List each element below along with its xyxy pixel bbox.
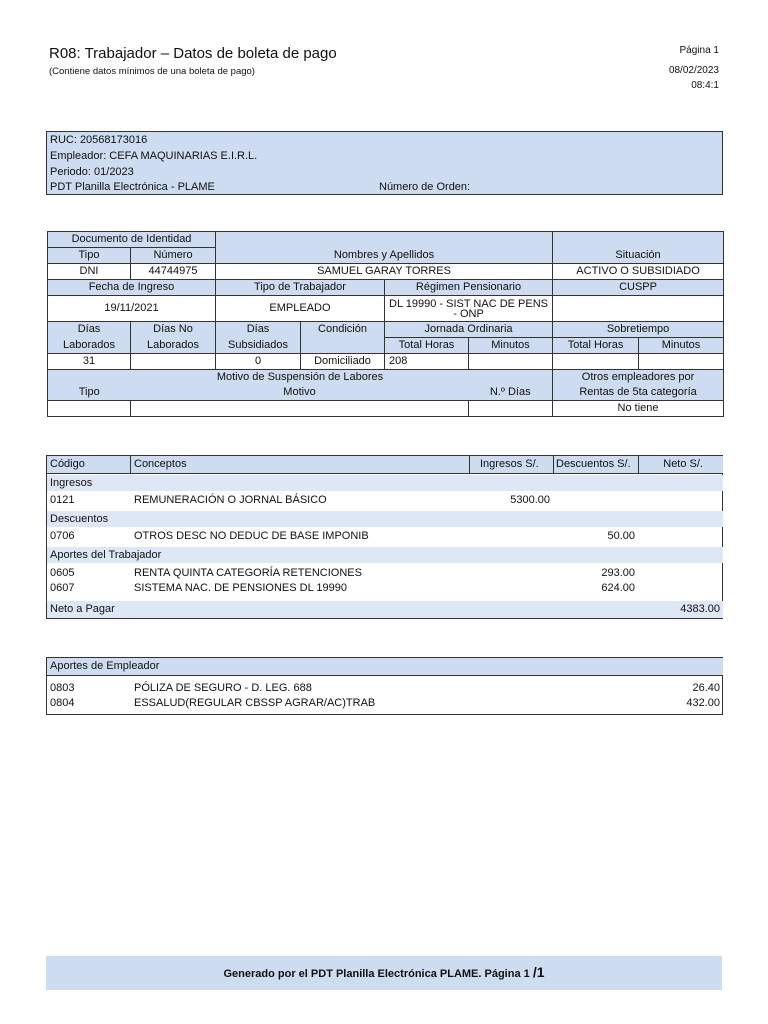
net-pay-label: Neto a Pagar <box>50 603 115 615</box>
employer-contrib-title: Aportes de Empleador <box>50 660 160 672</box>
days-worked-value: 31 <box>48 354 131 370</box>
report-subtitle: (Contiene datos mínimos de una boleta de pago) <box>49 66 255 77</box>
suspension-days-value <box>469 401 553 417</box>
situation-header: Situación <box>553 232 724 264</box>
period-line: Periodo: 01/2023 <box>50 166 134 178</box>
concept-code: 0605 <box>50 567 75 579</box>
report-title: R08: Trabajador – Datos de boleta de pago <box>49 45 337 62</box>
concept-name: SISTEMA NAC. DE PENSIONES DL 19990 <box>134 582 347 594</box>
other-employers-header-2: Rentas de 5ta categoría <box>553 385 724 401</box>
concept-row <box>47 528 723 544</box>
col-code-header: Código <box>50 458 85 470</box>
section-discounts-label: Descuentos <box>50 513 109 525</box>
concept-row <box>47 565 723 581</box>
col-discounts-header: Descuentos S/. <box>556 458 631 470</box>
ruc-line: RUC: 20568173016 <box>50 134 148 146</box>
hire-date-header: Fecha de Ingreso <box>48 280 216 296</box>
section-income-label: Ingresos <box>50 477 93 489</box>
other-employers-header-1: Otros empleadores por <box>553 370 724 386</box>
ordinary-minutes-value <box>469 354 553 370</box>
net-pay-value: 4383.00 <box>680 603 720 615</box>
days-worked-header-1: Días <box>48 322 131 338</box>
days-not-worked-header-2: Laborados <box>131 338 216 354</box>
contrib-row <box>47 680 723 696</box>
footer-banner <box>46 956 722 990</box>
ordinary-minutes-header: Minutos <box>469 338 553 354</box>
names-header: Nombres y Apellidos <box>216 232 553 264</box>
suspension-reason-header: Motivo de Suspensión de Labores <box>48 370 553 386</box>
worker-details-table <box>47 231 724 417</box>
overtime-hours-value <box>553 354 639 370</box>
concept-row <box>47 580 723 596</box>
other-employers-value: No tiene <box>553 401 724 417</box>
ordinary-hours-header: Jornada Ordinaria <box>385 322 553 338</box>
col-net-header: Neto S/. <box>663 458 703 470</box>
contrib-value: 26.40 <box>692 682 720 694</box>
ordinary-hours-value: 208 <box>385 354 469 370</box>
condition-header: Condición <box>301 322 385 354</box>
section-discounts <box>47 511 723 527</box>
footer-text: Generado por el PDT Planilla Electrónica PLAME. Página 1 <box>223 968 530 980</box>
doc-number-header: Número <box>131 248 216 264</box>
overtime-minutes-value <box>639 354 724 370</box>
concept-code: 0607 <box>50 582 75 594</box>
footer-page-total: /1 <box>532 964 545 980</box>
overtime-total-hours-header: Total Horas <box>553 338 639 354</box>
concept-name: REMUNERACIÓN O JORNAL BÁSICO <box>134 494 327 506</box>
worker-name-value: SAMUEL GARAY TORRES <box>216 264 553 280</box>
contrib-code: 0804 <box>50 697 75 709</box>
cuspp-header: CUSPP <box>553 280 724 296</box>
section-worker-contrib-label: Aportes del Trabajador <box>50 549 162 561</box>
pension-regime-value: DL 19990 - SIST NAC DE PENS - ONP <box>385 296 553 322</box>
suspension-type-header: Tipo <box>48 385 131 401</box>
pension-regime-header: Régimen Pensionario <box>385 280 553 296</box>
overtime-header: Sobretiempo <box>553 322 724 338</box>
doc-type-header: Tipo <box>48 248 131 264</box>
contrib-row <box>47 695 723 711</box>
days-not-worked-header-1: Días No <box>131 322 216 338</box>
worker-type-value: EMPLEADO <box>216 296 385 322</box>
concept-discount: 624.00 <box>601 582 635 594</box>
contrib-value: 432.00 <box>686 697 720 709</box>
contrib-name: PÓLIZA DE SEGURO - D. LEG. 688 <box>134 682 312 694</box>
suspension-days-header: N.º Días <box>469 385 553 401</box>
concept-name: RENTA QUINTA CATEGORÍA RETENCIONES <box>134 567 362 579</box>
days-subsidized-header-2: Subsidiados <box>216 338 301 354</box>
concepts-header-row <box>47 456 723 474</box>
contrib-name: ESSALUD(REGULAR CBSSP AGRAR/AC)TRAB <box>134 697 376 709</box>
concept-discount: 293.00 <box>601 567 635 579</box>
report-date: 08/02/2023 <box>668 65 719 76</box>
concept-code: 0121 <box>50 494 75 506</box>
pdt-line: PDT Planilla Electrónica - PLAME <box>50 181 215 193</box>
worker-type-header: Tipo de Trabajador <box>216 280 385 296</box>
concept-income: 5300.00 <box>510 494 550 506</box>
suspension-type-value <box>48 401 131 417</box>
col-income-header: Ingresos S/. <box>480 458 539 470</box>
suspension-motive-header: Motivo <box>131 385 469 401</box>
days-subsidized-header-1: Días <box>216 322 301 338</box>
concept-name: OTROS DESC NO DEDUC DE BASE IMPONIB <box>134 530 369 542</box>
doc-type-value: DNI <box>48 264 131 280</box>
employer-line: Empleador: CEFA MAQUINARIAS E.I.R.L. <box>50 150 258 162</box>
employer-info-box <box>46 131 723 195</box>
report-time: 08:4:1 <box>691 80 719 91</box>
ordinary-total-hours-header: Total Horas <box>385 338 469 354</box>
condition-value: Domiciliado <box>301 354 385 370</box>
doc-identity-header: Documento de Identidad <box>48 232 216 248</box>
concept-row <box>47 492 723 508</box>
section-worker-contrib <box>47 547 723 563</box>
hire-date-value: 19/11/2021 <box>48 296 216 322</box>
concept-discount: 50.00 <box>607 530 635 542</box>
net-pay-row <box>47 601 723 618</box>
page-number: Página 1 <box>679 45 719 56</box>
situation-value: ACTIVO O SUBSIDIADO <box>553 264 724 280</box>
days-subsidized-value: 0 <box>216 354 301 370</box>
contrib-code: 0803 <box>50 682 75 694</box>
col-concepts-header: Conceptos <box>134 458 187 470</box>
days-not-worked-value <box>131 354 216 370</box>
overtime-minutes-header: Minutos <box>639 338 724 354</box>
employer-contrib-header <box>47 658 723 676</box>
order-number-label: Número de Orden: <box>379 181 471 193</box>
days-worked-header-2: Laborados <box>48 338 131 354</box>
section-income <box>47 475 723 491</box>
cuspp-value <box>553 296 724 322</box>
doc-number-value: 44744975 <box>131 264 216 280</box>
suspension-motive-value <box>131 401 469 417</box>
concept-code: 0706 <box>50 530 75 542</box>
